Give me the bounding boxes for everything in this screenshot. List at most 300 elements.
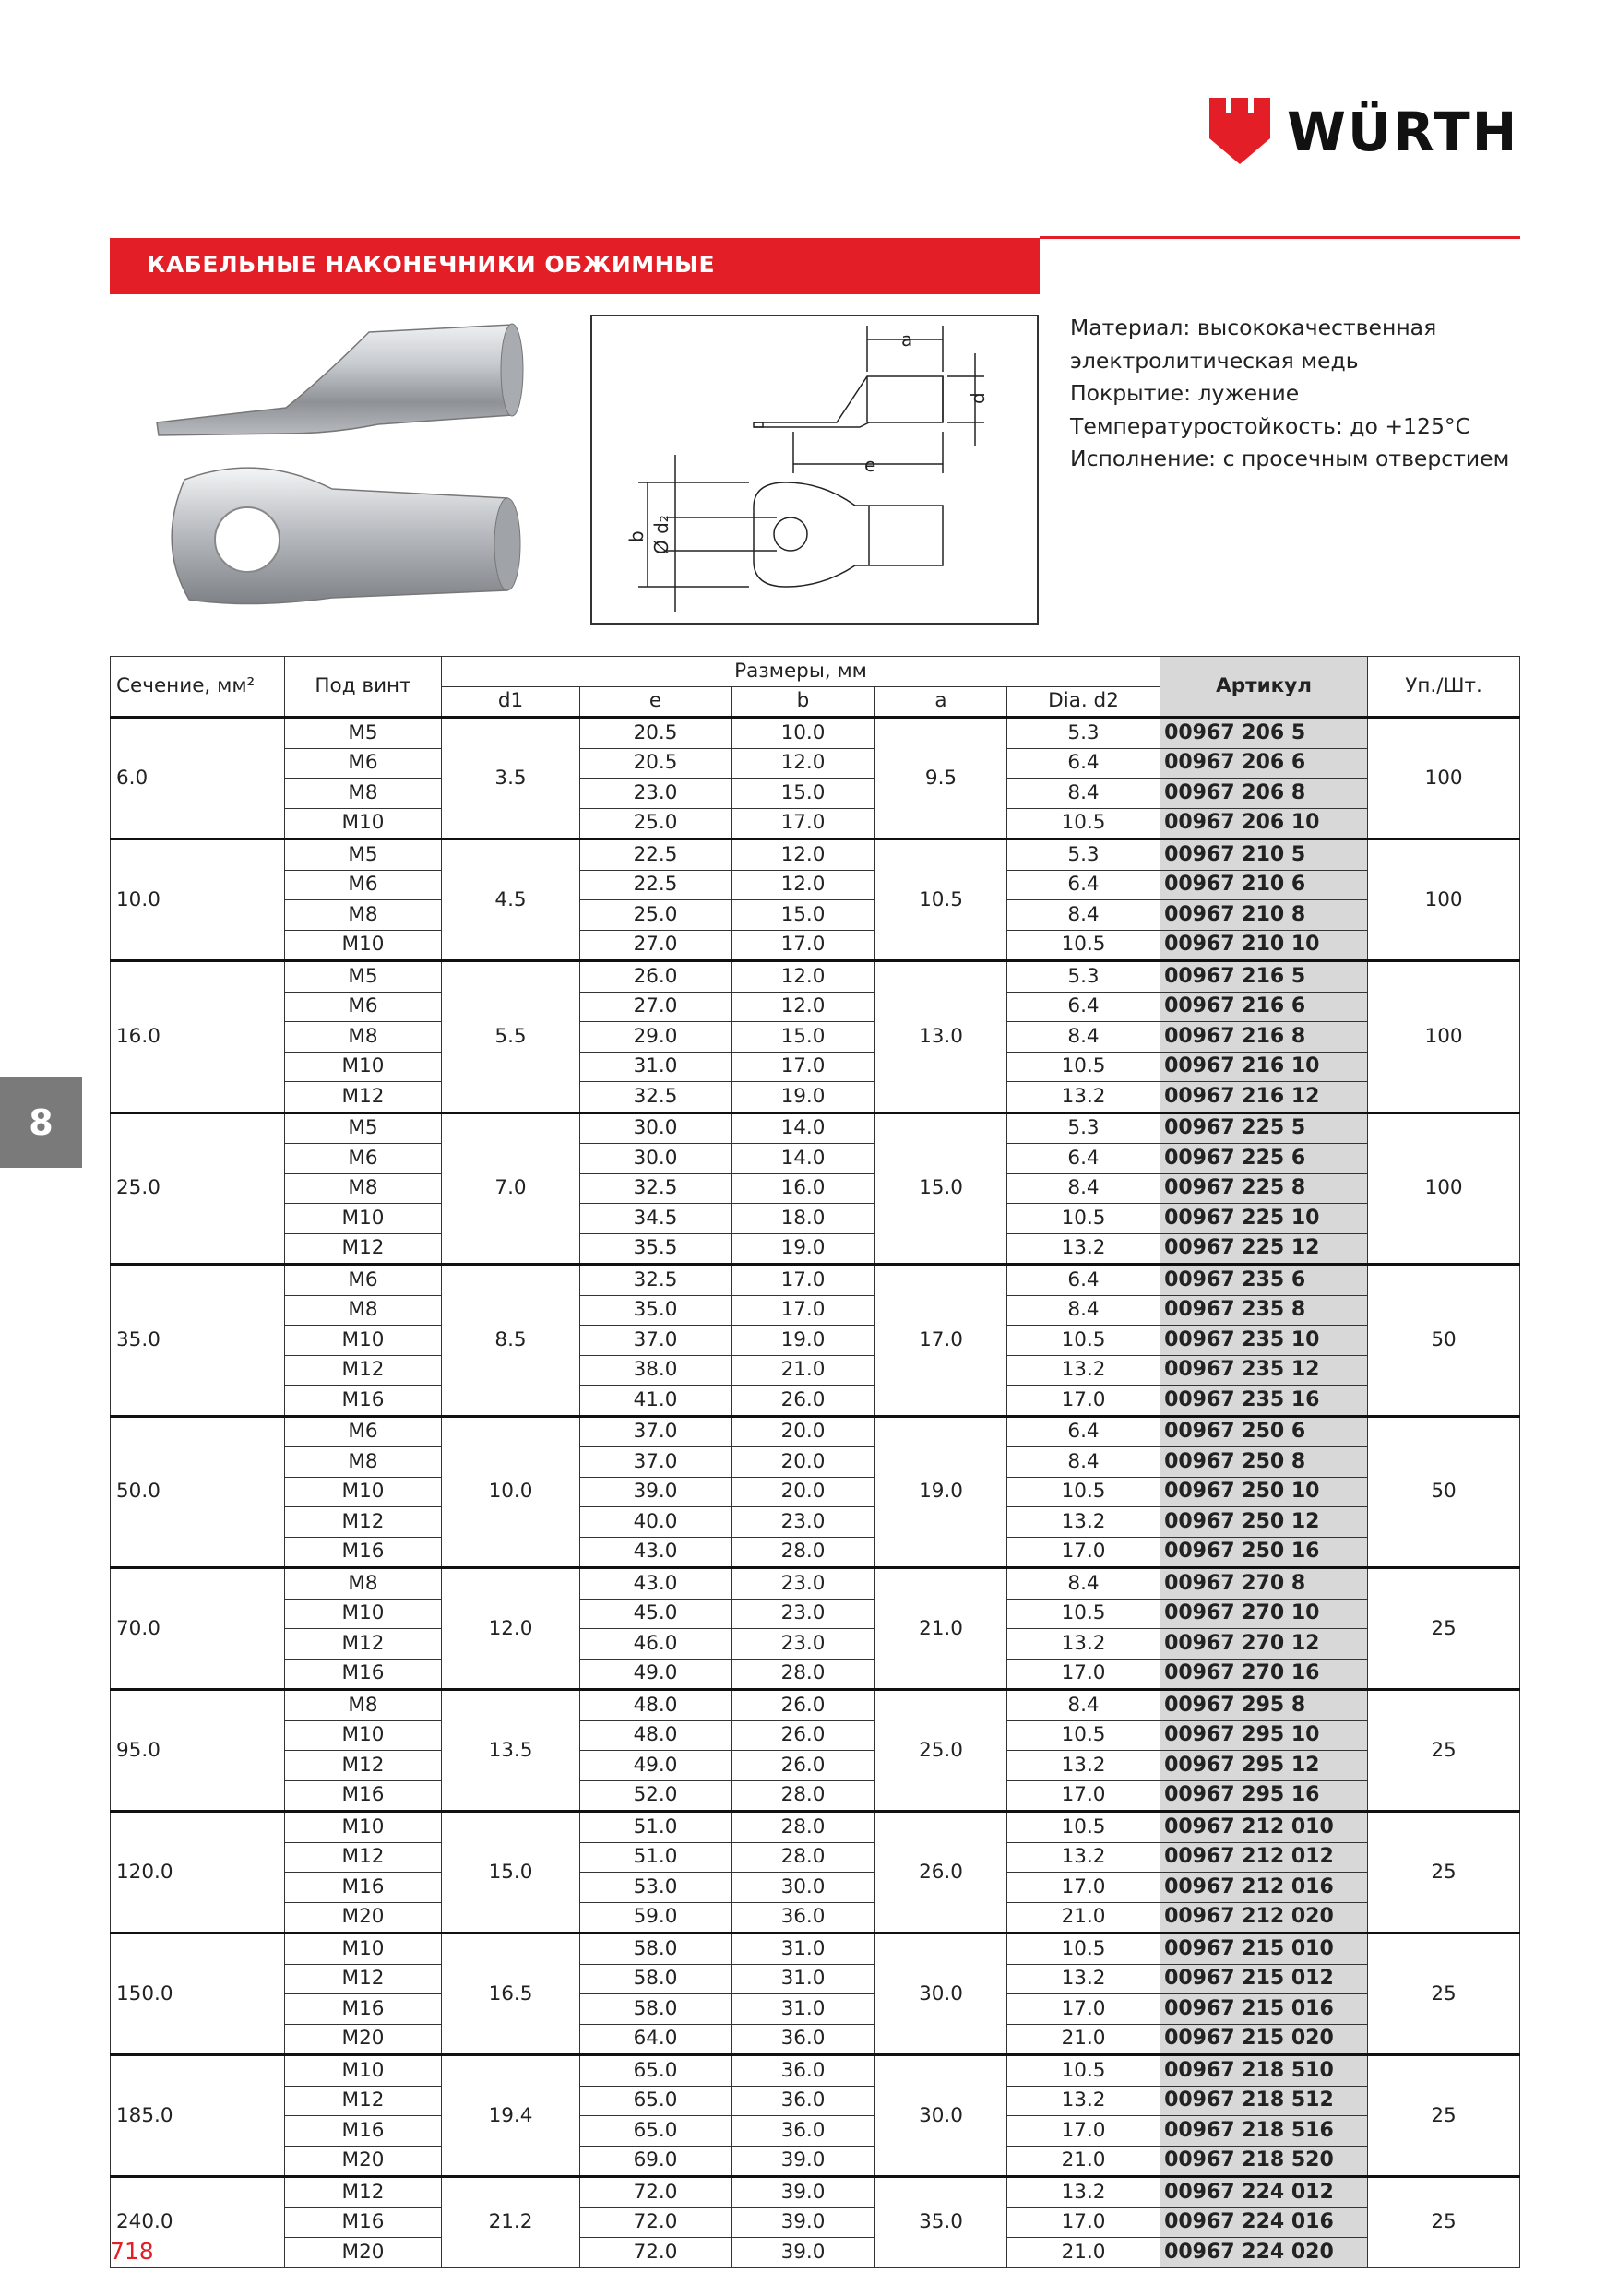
cell-e: 59.0	[580, 1902, 732, 1933]
cell-d2: 17.0	[1007, 1386, 1160, 1417]
cell-screw: M10	[285, 1052, 442, 1082]
cell-d2: 13.2	[1007, 1842, 1160, 1873]
cell-screw: M10	[285, 1599, 442, 1629]
table-row	[111, 1022, 1520, 1053]
cell-a: 19.0	[875, 1416, 1007, 1568]
cell-screw: M12	[285, 2177, 442, 2208]
cell-screw: M16	[285, 1873, 442, 1903]
cell-d2: 21.0	[1007, 2146, 1160, 2177]
cell-screw: M6	[285, 1265, 442, 1296]
dim-label-b: b	[625, 530, 648, 542]
cell-b: 26.0	[732, 1720, 875, 1751]
cell-d2: 17.0	[1007, 1537, 1160, 1568]
cell-section: 120.0	[111, 1812, 285, 1933]
cell-article: 00967 250 8	[1160, 1447, 1368, 1478]
cell-screw: M16	[285, 1780, 442, 1812]
cell-b: 36.0	[732, 2055, 875, 2087]
table-row	[111, 961, 1520, 993]
cell-b: 10.0	[732, 718, 875, 749]
cell-e: 45.0	[580, 1599, 732, 1629]
cell-d1: 3.5	[442, 718, 580, 839]
cell-screw: M16	[285, 1386, 442, 1417]
cell-b: 28.0	[732, 1812, 875, 1843]
cell-article: 00967 216 6	[1160, 992, 1368, 1022]
cell-e: 23.0	[580, 779, 732, 809]
cell-screw: M16	[285, 1994, 442, 2025]
cell-article: 00967 212 010	[1160, 1812, 1368, 1843]
cell-d2: 8.4	[1007, 1568, 1160, 1600]
cell-b: 12.0	[732, 748, 875, 779]
cell-screw: M12	[285, 1842, 442, 1873]
table-row	[111, 1537, 1520, 1568]
chapter-tab: 8	[0, 1077, 82, 1168]
cell-screw: M16	[285, 2207, 442, 2238]
table-row	[111, 839, 1520, 871]
cell-article: 00967 216 12	[1160, 1082, 1368, 1113]
cell-b: 12.0	[732, 870, 875, 900]
table-row	[111, 1659, 1520, 1690]
cell-screw: M12	[285, 1082, 442, 1113]
cell-article: 00967 235 12	[1160, 1355, 1368, 1386]
cell-screw: M12	[285, 1507, 442, 1538]
table-row	[111, 1964, 1520, 1994]
cell-article: 00967 206 8	[1160, 779, 1368, 809]
cell-qty: 100	[1368, 1112, 1520, 1265]
product-photo	[148, 304, 563, 623]
cell-screw: M5	[285, 839, 442, 871]
cell-e: 34.5	[580, 1204, 732, 1234]
cell-d2: 10.5	[1007, 2055, 1160, 2087]
cell-d2: 5.3	[1007, 839, 1160, 871]
description-line: Материал: высококачественная	[1070, 315, 1437, 340]
cell-screw: M8	[285, 1690, 442, 1721]
header-section: Сечение, мм²	[111, 657, 285, 718]
cell-article: 00967 224 012	[1160, 2177, 1368, 2208]
cell-screw: M10	[285, 1812, 442, 1843]
cell-e: 65.0	[580, 2055, 732, 2087]
cell-screw: M6	[285, 748, 442, 779]
table-row	[111, 1477, 1520, 1507]
table-row	[111, 900, 1520, 931]
cell-d2: 6.4	[1007, 748, 1160, 779]
cell-d2: 17.0	[1007, 1994, 1160, 2025]
cell-screw: M5	[285, 718, 442, 749]
table-row	[111, 1720, 1520, 1751]
cell-screw: M12	[285, 1751, 442, 1781]
cell-b: 31.0	[732, 1964, 875, 1994]
table-row	[111, 1112, 1520, 1144]
cell-b: 39.0	[732, 2207, 875, 2238]
cell-article: 00967 224 020	[1160, 2238, 1368, 2268]
table-row	[111, 1902, 1520, 1933]
cell-e: 43.0	[580, 1568, 732, 1600]
cell-e: 27.0	[580, 992, 732, 1022]
cell-e: 37.0	[580, 1416, 732, 1447]
table-row	[111, 808, 1520, 839]
table-row	[111, 1204, 1520, 1234]
cell-article: 00967 212 016	[1160, 1873, 1368, 1903]
cell-a: 26.0	[875, 1812, 1007, 1933]
cell-a: 15.0	[875, 1112, 1007, 1265]
cell-b: 21.0	[732, 1355, 875, 1386]
cell-e: 43.0	[580, 1537, 732, 1568]
cell-article: 00967 270 10	[1160, 1599, 1368, 1629]
cell-article: 00967 270 8	[1160, 1568, 1368, 1600]
cell-screw: M10	[285, 1477, 442, 1507]
cell-section: 95.0	[111, 1690, 285, 1812]
cell-a: 9.5	[875, 718, 1007, 839]
cell-b: 15.0	[732, 779, 875, 809]
cell-screw: M6	[285, 1416, 442, 1447]
cell-article: 00967 218 510	[1160, 2055, 1368, 2087]
table-row	[111, 1629, 1520, 1660]
cell-e: 37.0	[580, 1447, 732, 1478]
table-row	[111, 2146, 1520, 2177]
cell-d2: 10.5	[1007, 1477, 1160, 1507]
cell-article: 00967 206 10	[1160, 808, 1368, 839]
cell-b: 12.0	[732, 839, 875, 871]
cell-screw: M8	[285, 1295, 442, 1326]
cell-d2: 13.2	[1007, 1964, 1160, 1994]
cell-e: 29.0	[580, 1022, 732, 1053]
cell-screw: M5	[285, 1112, 442, 1144]
cell-screw: M8	[285, 900, 442, 931]
cell-screw: M12	[285, 1233, 442, 1265]
cell-e: 49.0	[580, 1659, 732, 1690]
cell-b: 28.0	[732, 1842, 875, 1873]
cell-b: 19.0	[732, 1233, 875, 1265]
cell-qty: 25	[1368, 1568, 1520, 1690]
cell-qty: 25	[1368, 2055, 1520, 2177]
cell-e: 39.0	[580, 1477, 732, 1507]
cell-d2: 6.4	[1007, 1265, 1160, 1296]
description-line: Исполнение: с просечным отверстием	[1070, 446, 1510, 471]
table-row	[111, 2238, 1520, 2268]
cell-b: 18.0	[732, 1204, 875, 1234]
table-row	[111, 2086, 1520, 2116]
cell-article: 00967 295 8	[1160, 1690, 1368, 1721]
cell-screw: M10	[285, 1326, 442, 1356]
cell-e: 30.0	[580, 1112, 732, 1144]
cell-b: 36.0	[732, 2116, 875, 2147]
page-number: 718	[110, 2238, 154, 2265]
cell-b: 30.0	[732, 1873, 875, 1903]
cell-a: 25.0	[875, 1690, 1007, 1812]
cell-d2: 17.0	[1007, 2207, 1160, 2238]
cell-screw: M16	[285, 2116, 442, 2147]
cell-b: 26.0	[732, 1386, 875, 1417]
cell-screw: M8	[285, 1568, 442, 1600]
cell-article: 00967 225 5	[1160, 1112, 1368, 1144]
cell-screw: M10	[285, 1720, 442, 1751]
cell-b: 31.0	[732, 1994, 875, 2025]
cell-d2: 5.3	[1007, 1112, 1160, 1144]
cell-a: 13.0	[875, 961, 1007, 1113]
cell-d1: 5.5	[442, 961, 580, 1113]
cell-b: 16.0	[732, 1173, 875, 1204]
cell-d2: 5.3	[1007, 718, 1160, 749]
cell-e: 52.0	[580, 1780, 732, 1812]
cell-d1: 12.0	[442, 1568, 580, 1690]
cell-d1: 15.0	[442, 1812, 580, 1933]
table-row	[111, 1751, 1520, 1781]
table-row	[111, 992, 1520, 1022]
header-dimensions: Размеры, мм	[442, 657, 1160, 687]
table-row	[111, 1599, 1520, 1629]
cell-b: 26.0	[732, 1751, 875, 1781]
cell-screw: M20	[285, 1902, 442, 1933]
cell-e: 25.0	[580, 808, 732, 839]
cell-e: 31.0	[580, 1052, 732, 1082]
header-a: a	[875, 686, 1007, 718]
cell-d2: 17.0	[1007, 1780, 1160, 1812]
cell-article: 00967 215 016	[1160, 1994, 1368, 2025]
dim-label-od: Ø d₂	[650, 515, 672, 554]
header-qty: Уп./Шт.	[1368, 657, 1520, 718]
cell-e: 69.0	[580, 2146, 732, 2177]
table-row	[111, 930, 1520, 961]
cell-screw: M16	[285, 1659, 442, 1690]
cell-b: 12.0	[732, 992, 875, 1022]
cell-d2: 13.2	[1007, 1751, 1160, 1781]
table-row	[111, 718, 1520, 749]
product-description	[1070, 312, 1531, 476]
table-row	[111, 2207, 1520, 2238]
cell-article: 00967 250 10	[1160, 1477, 1368, 1507]
cell-b: 14.0	[732, 1112, 875, 1144]
page-title: КАБЕЛЬНЫЕ НАКОНЕЧНИКИ ОБЖИМНЫЕ	[147, 251, 716, 278]
table-row	[111, 1507, 1520, 1538]
cell-article: 00967 270 12	[1160, 1629, 1368, 1660]
cell-e: 58.0	[580, 1933, 732, 1965]
cell-section: 10.0	[111, 839, 285, 961]
cell-b: 17.0	[732, 808, 875, 839]
technical-drawing	[590, 315, 1039, 625]
cell-b: 15.0	[732, 900, 875, 931]
cell-d2: 21.0	[1007, 2024, 1160, 2055]
cell-d2: 6.4	[1007, 992, 1160, 1022]
cell-d2: 10.5	[1007, 1720, 1160, 1751]
cell-e: 49.0	[580, 1751, 732, 1781]
cell-b: 39.0	[732, 2238, 875, 2268]
table-row	[111, 1265, 1520, 1296]
cell-d2: 6.4	[1007, 1416, 1160, 1447]
cell-d1: 19.4	[442, 2055, 580, 2177]
table-row	[111, 1082, 1520, 1113]
cell-e: 58.0	[580, 1994, 732, 2025]
cell-b: 15.0	[732, 1022, 875, 1053]
cell-d2: 21.0	[1007, 1902, 1160, 1933]
table-row	[111, 1842, 1520, 1873]
cell-b: 23.0	[732, 1568, 875, 1600]
table-row	[111, 1144, 1520, 1174]
table-row	[111, 1173, 1520, 1204]
cell-b: 17.0	[732, 1052, 875, 1082]
cell-screw: M8	[285, 1173, 442, 1204]
table-row	[111, 2024, 1520, 2055]
cell-e: 46.0	[580, 1629, 732, 1660]
cell-d2: 13.2	[1007, 2086, 1160, 2116]
cell-b: 36.0	[732, 2024, 875, 2055]
cell-d2: 13.2	[1007, 1082, 1160, 1113]
cell-article: 00967 250 16	[1160, 1537, 1368, 1568]
cell-d2: 10.5	[1007, 808, 1160, 839]
cell-b: 23.0	[732, 1507, 875, 1538]
cell-screw: M10	[285, 1933, 442, 1965]
cell-screw: M6	[285, 992, 442, 1022]
cell-b: 28.0	[732, 1780, 875, 1812]
cell-article: 00967 235 6	[1160, 1265, 1368, 1296]
cell-screw: M20	[285, 2024, 442, 2055]
cell-b: 17.0	[732, 1295, 875, 1326]
header-d2: Dia. d2	[1007, 686, 1160, 718]
table-row	[111, 1812, 1520, 1843]
cell-e: 48.0	[580, 1690, 732, 1721]
cell-section: 6.0	[111, 718, 285, 839]
description-line: Покрытие: лужение	[1070, 380, 1300, 406]
cell-article: 00967 206 6	[1160, 748, 1368, 779]
cell-e: 22.5	[580, 870, 732, 900]
cell-d2: 17.0	[1007, 2116, 1160, 2147]
cell-article: 00967 235 10	[1160, 1326, 1368, 1356]
dim-label-a: a	[901, 328, 913, 351]
header-article: Артикул	[1160, 657, 1368, 718]
cell-article: 00967 235 16	[1160, 1386, 1368, 1417]
cell-d1: 7.0	[442, 1112, 580, 1265]
cell-b: 12.0	[732, 961, 875, 993]
cell-d1: 21.2	[442, 2177, 580, 2268]
cell-qty: 100	[1368, 718, 1520, 839]
cell-section: 25.0	[111, 1112, 285, 1265]
cell-e: 72.0	[580, 2177, 732, 2208]
cell-article: 00967 295 12	[1160, 1751, 1368, 1781]
cell-screw: M10	[285, 2055, 442, 2087]
title-bar	[110, 238, 1040, 294]
cell-e: 72.0	[580, 2207, 732, 2238]
cell-d1: 16.5	[442, 1933, 580, 2055]
cell-d2: 17.0	[1007, 1659, 1160, 1690]
cell-d2: 10.5	[1007, 1933, 1160, 1965]
cell-article: 00967 218 520	[1160, 2146, 1368, 2177]
cell-d2: 13.2	[1007, 1233, 1160, 1265]
header-e: e	[580, 686, 732, 718]
table-row	[111, 2055, 1520, 2087]
cell-article: 00967 225 6	[1160, 1144, 1368, 1174]
cell-e: 26.0	[580, 961, 732, 993]
cell-section: 150.0	[111, 1933, 285, 2055]
cell-section: 16.0	[111, 961, 285, 1113]
cell-article: 00967 215 012	[1160, 1964, 1368, 1994]
cell-article: 00967 216 8	[1160, 1022, 1368, 1053]
cell-a: 21.0	[875, 1568, 1007, 1690]
cell-a: 35.0	[875, 2177, 1007, 2268]
cell-screw: M20	[285, 2238, 442, 2268]
cell-b: 20.0	[732, 1477, 875, 1507]
cell-b: 17.0	[732, 930, 875, 961]
cell-d1: 4.5	[442, 839, 580, 961]
cell-article: 00967 295 10	[1160, 1720, 1368, 1751]
description-line: Температуростойкость: до +125°С	[1070, 412, 1471, 439]
table-row	[111, 1052, 1520, 1082]
cell-screw: M6	[285, 870, 442, 900]
cell-screw: M12	[285, 1629, 442, 1660]
cell-d2: 6.4	[1007, 1144, 1160, 1174]
cell-d1: 10.0	[442, 1416, 580, 1568]
header-screw: Под винт	[285, 657, 442, 718]
cell-e: 51.0	[580, 1812, 732, 1843]
cell-article: 00967 212 020	[1160, 1902, 1368, 1933]
cell-e: 65.0	[580, 2086, 732, 2116]
cell-e: 53.0	[580, 1873, 732, 1903]
cell-screw: M16	[285, 1537, 442, 1568]
header-d1: d1	[442, 686, 580, 718]
cell-article: 00967 216 10	[1160, 1052, 1368, 1082]
cell-screw: M8	[285, 1447, 442, 1478]
cell-article: 00967 225 10	[1160, 1204, 1368, 1234]
cell-b: 36.0	[732, 1902, 875, 1933]
brand-name: WÜRTH	[1287, 101, 1519, 163]
cell-d2: 8.4	[1007, 1022, 1160, 1053]
cell-article: 00967 216 5	[1160, 961, 1368, 993]
cell-e: 27.0	[580, 930, 732, 961]
table-row	[111, 1295, 1520, 1326]
cell-d2: 13.2	[1007, 1355, 1160, 1386]
cell-e: 65.0	[580, 2116, 732, 2147]
cell-article: 00967 210 10	[1160, 930, 1368, 961]
cell-b: 28.0	[732, 1537, 875, 1568]
cell-section: 240.0	[111, 2177, 285, 2268]
cell-e: 35.5	[580, 1233, 732, 1265]
cell-screw: M6	[285, 1144, 442, 1174]
cell-article: 00967 215 020	[1160, 2024, 1368, 2055]
cell-qty: 25	[1368, 1933, 1520, 2055]
cell-d2: 5.3	[1007, 961, 1160, 993]
cell-article: 00967 210 5	[1160, 839, 1368, 871]
wurth-logo	[1209, 98, 1523, 164]
cell-b: 19.0	[732, 1082, 875, 1113]
cell-qty: 25	[1368, 1812, 1520, 1933]
cell-a: 30.0	[875, 2055, 1007, 2177]
technical-drawing-svg	[592, 316, 1037, 623]
cell-a: 17.0	[875, 1265, 1007, 1417]
cell-d1: 8.5	[442, 1265, 580, 1417]
cell-screw: M8	[285, 779, 442, 809]
cell-article: 00967 224 016	[1160, 2207, 1368, 2238]
cell-screw: M10	[285, 930, 442, 961]
table-row	[111, 1568, 1520, 1600]
cell-article: 00967 215 010	[1160, 1933, 1368, 1965]
table-row	[111, 1416, 1520, 1447]
table-row	[111, 748, 1520, 779]
cell-e: 48.0	[580, 1720, 732, 1751]
table-row	[111, 1690, 1520, 1721]
cell-article: 00967 225 8	[1160, 1173, 1368, 1204]
cell-b: 19.0	[732, 1326, 875, 1356]
cell-e: 37.0	[580, 1326, 732, 1356]
cell-e: 41.0	[580, 1386, 732, 1417]
table-row	[111, 1994, 1520, 2025]
cell-article: 00967 250 6	[1160, 1416, 1368, 1447]
table-body	[111, 718, 1520, 2268]
cell-d2: 13.2	[1007, 1507, 1160, 1538]
cell-b: 26.0	[732, 1690, 875, 1721]
product-table	[110, 656, 1520, 2268]
cell-article: 00967 218 512	[1160, 2086, 1368, 2116]
cell-d1: 13.5	[442, 1690, 580, 1812]
cell-e: 40.0	[580, 1507, 732, 1538]
cell-qty: 100	[1368, 839, 1520, 961]
cell-article: 00967 250 12	[1160, 1507, 1368, 1538]
